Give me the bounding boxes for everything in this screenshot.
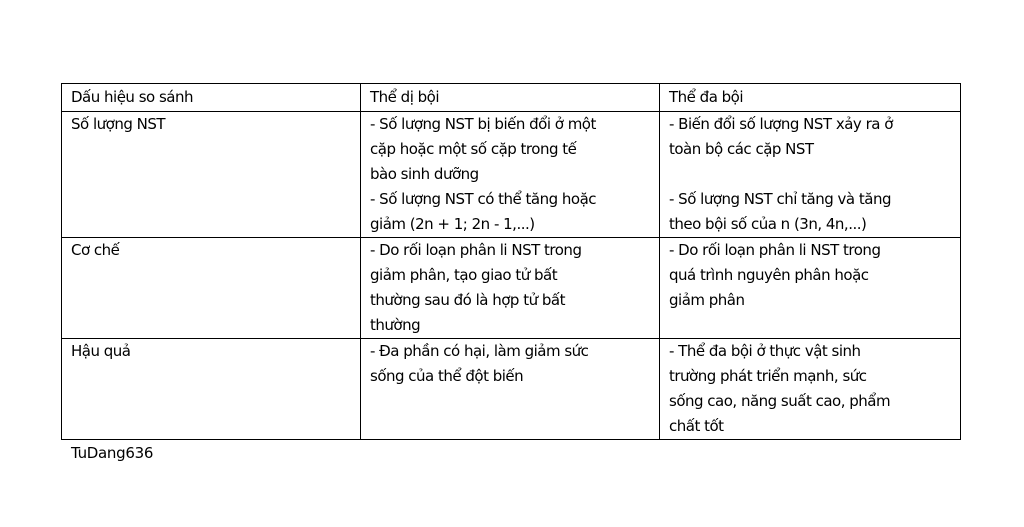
- comparison-table: [61, 83, 961, 440]
- row-aneuploid-cell: - Do rối loạn phân li NST trong giảm phân, tạo giao tử bất thường sau đó là hợp tử bất thường: [361, 238, 660, 339]
- header-aneuploid: Thể dị bội: [361, 84, 660, 112]
- row-criterion-cell: Hậu quả: [62, 339, 361, 440]
- row-aneuploid-cell: - Số lượng NST bị biến đổi ở một cặp hoặc một số cặp trong tế bào sinh dưỡng - Số lượng NST có thể tăng hoặc giảm (2n + 1; 2n - 1,...): [361, 112, 660, 238]
- table-row: [62, 339, 961, 440]
- header-criterion: Dấu hiệu so sánh: [62, 84, 361, 112]
- row-polyploid-cell: - Biến đổi số lượng NST xảy ra ở toàn bộ các cặp NST - Số lượng NST chỉ tăng và tăng theo bội số của n (3n, 4n,...): [660, 112, 961, 238]
- author-signature: TuDang636: [71, 444, 154, 462]
- table-header-row: [62, 84, 961, 112]
- row-criterion-cell: Cơ chế: [62, 238, 361, 339]
- row-polyploid-cell: - Thể đa bội ở thực vật sinh trường phát triển mạnh, sức sống cao, năng suất cao, phẩm chất tốt: [660, 339, 961, 440]
- table-row: [62, 112, 961, 238]
- table-row: [62, 238, 961, 339]
- row-criterion-cell: Số lượng NST: [62, 112, 361, 238]
- header-polyploid: Thể đa bội: [660, 84, 961, 112]
- row-aneuploid-cell: - Đa phần có hại, làm giảm sức sống của thể đột biến: [361, 339, 660, 440]
- row-polyploid-cell: - Do rối loạn phân li NST trong quá trình nguyên phân hoặc giảm phân: [660, 238, 961, 339]
